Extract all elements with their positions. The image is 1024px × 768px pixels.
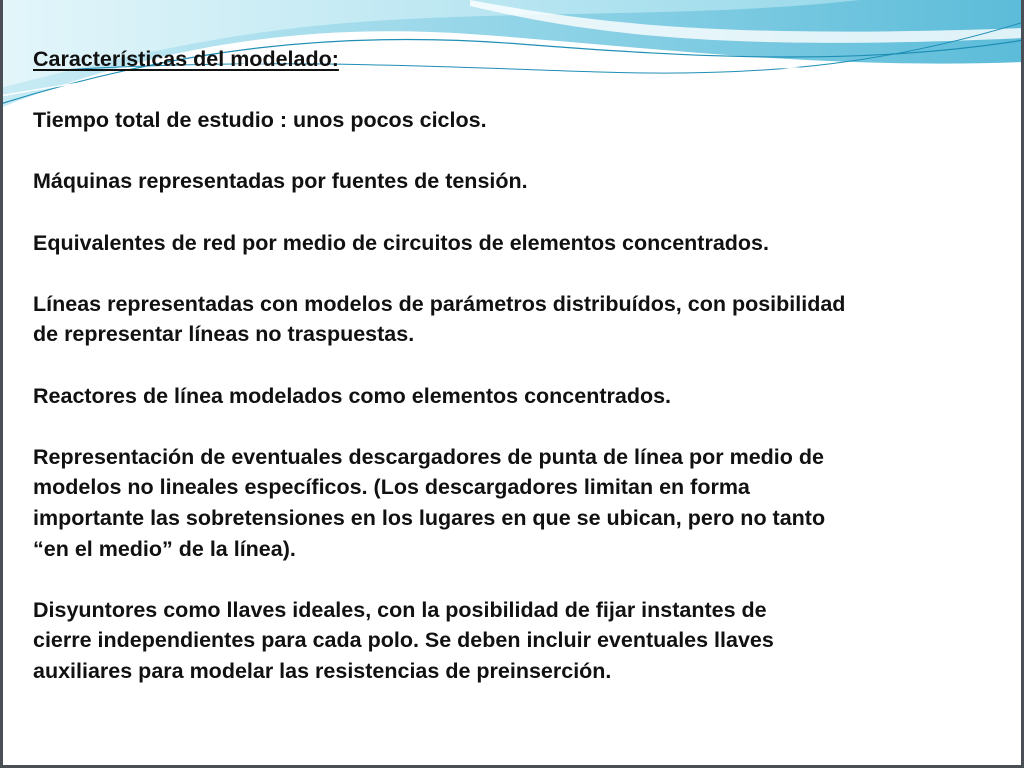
slide-frame-left (0, 0, 3, 768)
paragraph-lines: Líneas representadas con modelos de parámetros distribuídos, con posibilidad de representar líneas no traspuestas. (33, 291, 846, 347)
paragraph-breakers: Disyuntores como llaves ideales, con la posibilidad de fijar instantes de cierre independientes para cada polo. Se deben incluir eventuales llaves auxiliares para modelar las resistencias de preinserción. (33, 597, 774, 683)
paragraph-arresters: Representación de eventuales descargadores de punta de línea por medio de modelos no lineales específicos. (Los descargadores limitan en forma importante las sobretensiones en los lugares en que se ubican, pero no tanto “en el medio” de la línea). (33, 444, 826, 561)
paragraph-machines: Máquinas representadas por fuentes de tensión. (33, 169, 528, 194)
slide-heading: Características del modelado: (33, 47, 339, 71)
paragraph-network-equivalents: Equivalentes de red por medio de circuitos de elementos concentrados. (33, 230, 769, 255)
paragraph-reactors: Reactores de línea modelados como elementos concentrados. (33, 383, 672, 408)
slide-body (33, 44, 1008, 717)
paragraph-study-time: Tiempo total de estudio : unos pocos ciclos. (33, 108, 487, 133)
